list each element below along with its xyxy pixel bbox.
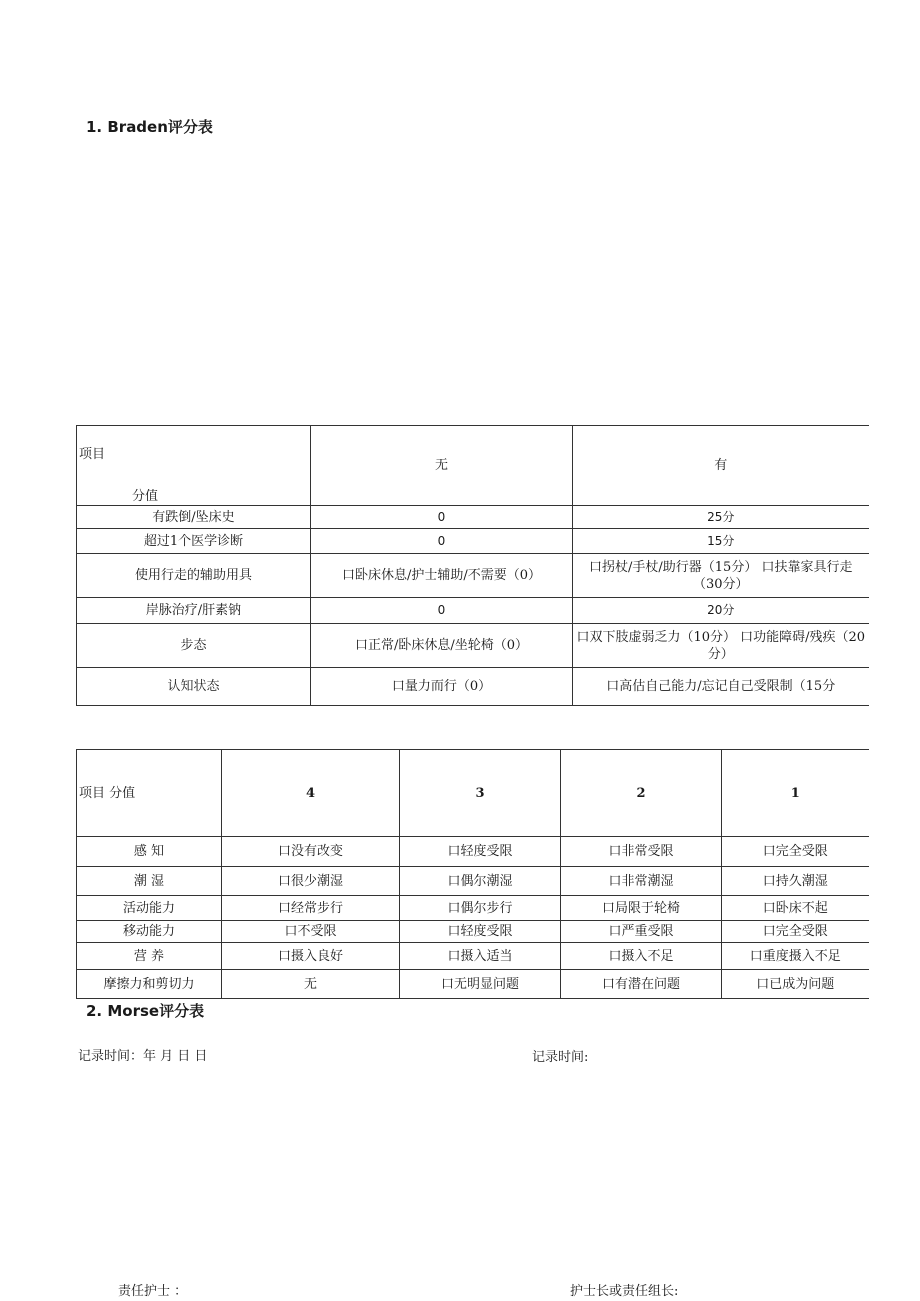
table-row <box>77 529 869 554</box>
morse-item: 步态 <box>77 624 311 668</box>
record-time-right: 记录时间: <box>532 1050 589 1065</box>
morse-header-score: 分值 <box>132 489 159 504</box>
braden-option-3: 口轻度受限 <box>400 837 561 867</box>
braden-option-2: 口严重受限 <box>561 921 722 943</box>
braden-header-label: 项目 分值 <box>77 750 222 837</box>
braden-option-4: 口很少潮湿 <box>222 867 400 896</box>
morse-no-value: 口量力而行（0） <box>311 668 573 706</box>
morse-table <box>76 425 869 706</box>
braden-option-1: 口完全受限 <box>722 921 869 943</box>
braden-option-1: 口已成为问题 <box>722 970 869 999</box>
morse-item: 有跌倒/坠床史 <box>77 506 311 529</box>
morse-item: 超过1个医学诊断 <box>77 529 311 554</box>
braden-option-2: 口摄入不足 <box>561 943 722 970</box>
section2-title: 2. Morse评分表 <box>86 1002 205 1020</box>
morse-item: 使用行走的辅助用具 <box>77 554 311 598</box>
braden-item: 潮 湿 <box>77 867 222 896</box>
table-row <box>77 554 869 598</box>
morse-yes-value: 25分 <box>573 506 869 529</box>
table-row <box>77 598 869 624</box>
table-row <box>77 896 869 921</box>
braden-option-2: 口局限于轮椅 <box>561 896 722 921</box>
morse-yes-value: 15分 <box>573 529 869 554</box>
braden-item: 营 养 <box>77 943 222 970</box>
braden-item: 移动能力 <box>77 921 222 943</box>
morse-yes-value: 口拐杖/手杖/助行器（15分） 口扶靠家具行走（30分） <box>573 554 869 598</box>
braden-header-row <box>77 750 869 837</box>
morse-yes-value: 20分 <box>573 598 869 624</box>
braden-option-4: 口摄入良好 <box>222 943 400 970</box>
head-nurse-signature-label: 护士长或责任组长: <box>570 1284 679 1299</box>
braden-table <box>76 749 869 999</box>
table-row <box>77 943 869 970</box>
table-row <box>77 837 869 867</box>
braden-option-3: 口无明显问题 <box>400 970 561 999</box>
morse-header-no: 无 <box>311 426 573 506</box>
morse-header-yes: 有 <box>573 426 869 506</box>
morse-header-item: 项目 <box>79 447 106 462</box>
braden-option-3: 口轻度受限 <box>400 921 561 943</box>
section1-title: 1. Braden评分表 <box>86 118 213 136</box>
morse-item: 岸脉治疗/肝素钠 <box>77 598 311 624</box>
braden-option-4: 口没有改变 <box>222 837 400 867</box>
braden-option-1: 口持久潮湿 <box>722 867 869 896</box>
morse-no-value: 口卧床休息/护士辅助/不需要（0） <box>311 554 573 598</box>
braden-option-2: 口非常潮湿 <box>561 867 722 896</box>
morse-no-value: 口正常/卧床休息/坐轮椅（0） <box>311 624 573 668</box>
morse-yes-value: 口双下肢虚弱乏力（10分） 口功能障碍/残疾（20分） <box>573 624 869 668</box>
braden-option-3: 口摄入适当 <box>400 943 561 970</box>
braden-option-4: 口不受限 <box>222 921 400 943</box>
table-row <box>77 506 869 529</box>
table-row <box>77 867 869 896</box>
braden-option-3: 口偶尔步行 <box>400 896 561 921</box>
braden-option-4: 口经常步行 <box>222 896 400 921</box>
morse-item: 认知状态 <box>77 668 311 706</box>
braden-option-4: 无 <box>222 970 400 999</box>
table-row <box>77 970 869 999</box>
braden-option-1: 口卧床不起 <box>722 896 869 921</box>
braden-option-1: 口重度摄入不足 <box>722 943 869 970</box>
braden-item: 摩擦力和剪切力 <box>77 970 222 999</box>
braden-header-score-2: 2 <box>561 750 722 837</box>
morse-yes-value: 口高估自己能力/忘记自己受限制（15分 <box>573 668 869 706</box>
braden-option-3: 口偶尔潮湿 <box>400 867 561 896</box>
braden-item: 活动能力 <box>77 896 222 921</box>
braden-header-score-4: 4 <box>222 750 400 837</box>
braden-item: 感 知 <box>77 837 222 867</box>
nurse-signature-label: 责任护士 ： <box>118 1284 188 1299</box>
braden-option-2: 口有潜在问题 <box>561 970 722 999</box>
braden-header-score-1: 1 <box>722 750 869 837</box>
morse-no-value: 0 <box>311 598 573 624</box>
braden-option-2: 口非常受限 <box>561 837 722 867</box>
morse-header-corner <box>77 426 311 506</box>
morse-no-value: 0 <box>311 529 573 554</box>
braden-header-score-3: 3 <box>400 750 561 837</box>
table-row <box>77 921 869 943</box>
braden-option-1: 口完全受限 <box>722 837 869 867</box>
morse-no-value: 0 <box>311 506 573 529</box>
table-row <box>77 624 869 668</box>
table-row <box>77 668 869 706</box>
morse-header-row <box>77 426 869 506</box>
record-time-left: 记录时间：年 月 日 日 <box>78 1049 208 1064</box>
